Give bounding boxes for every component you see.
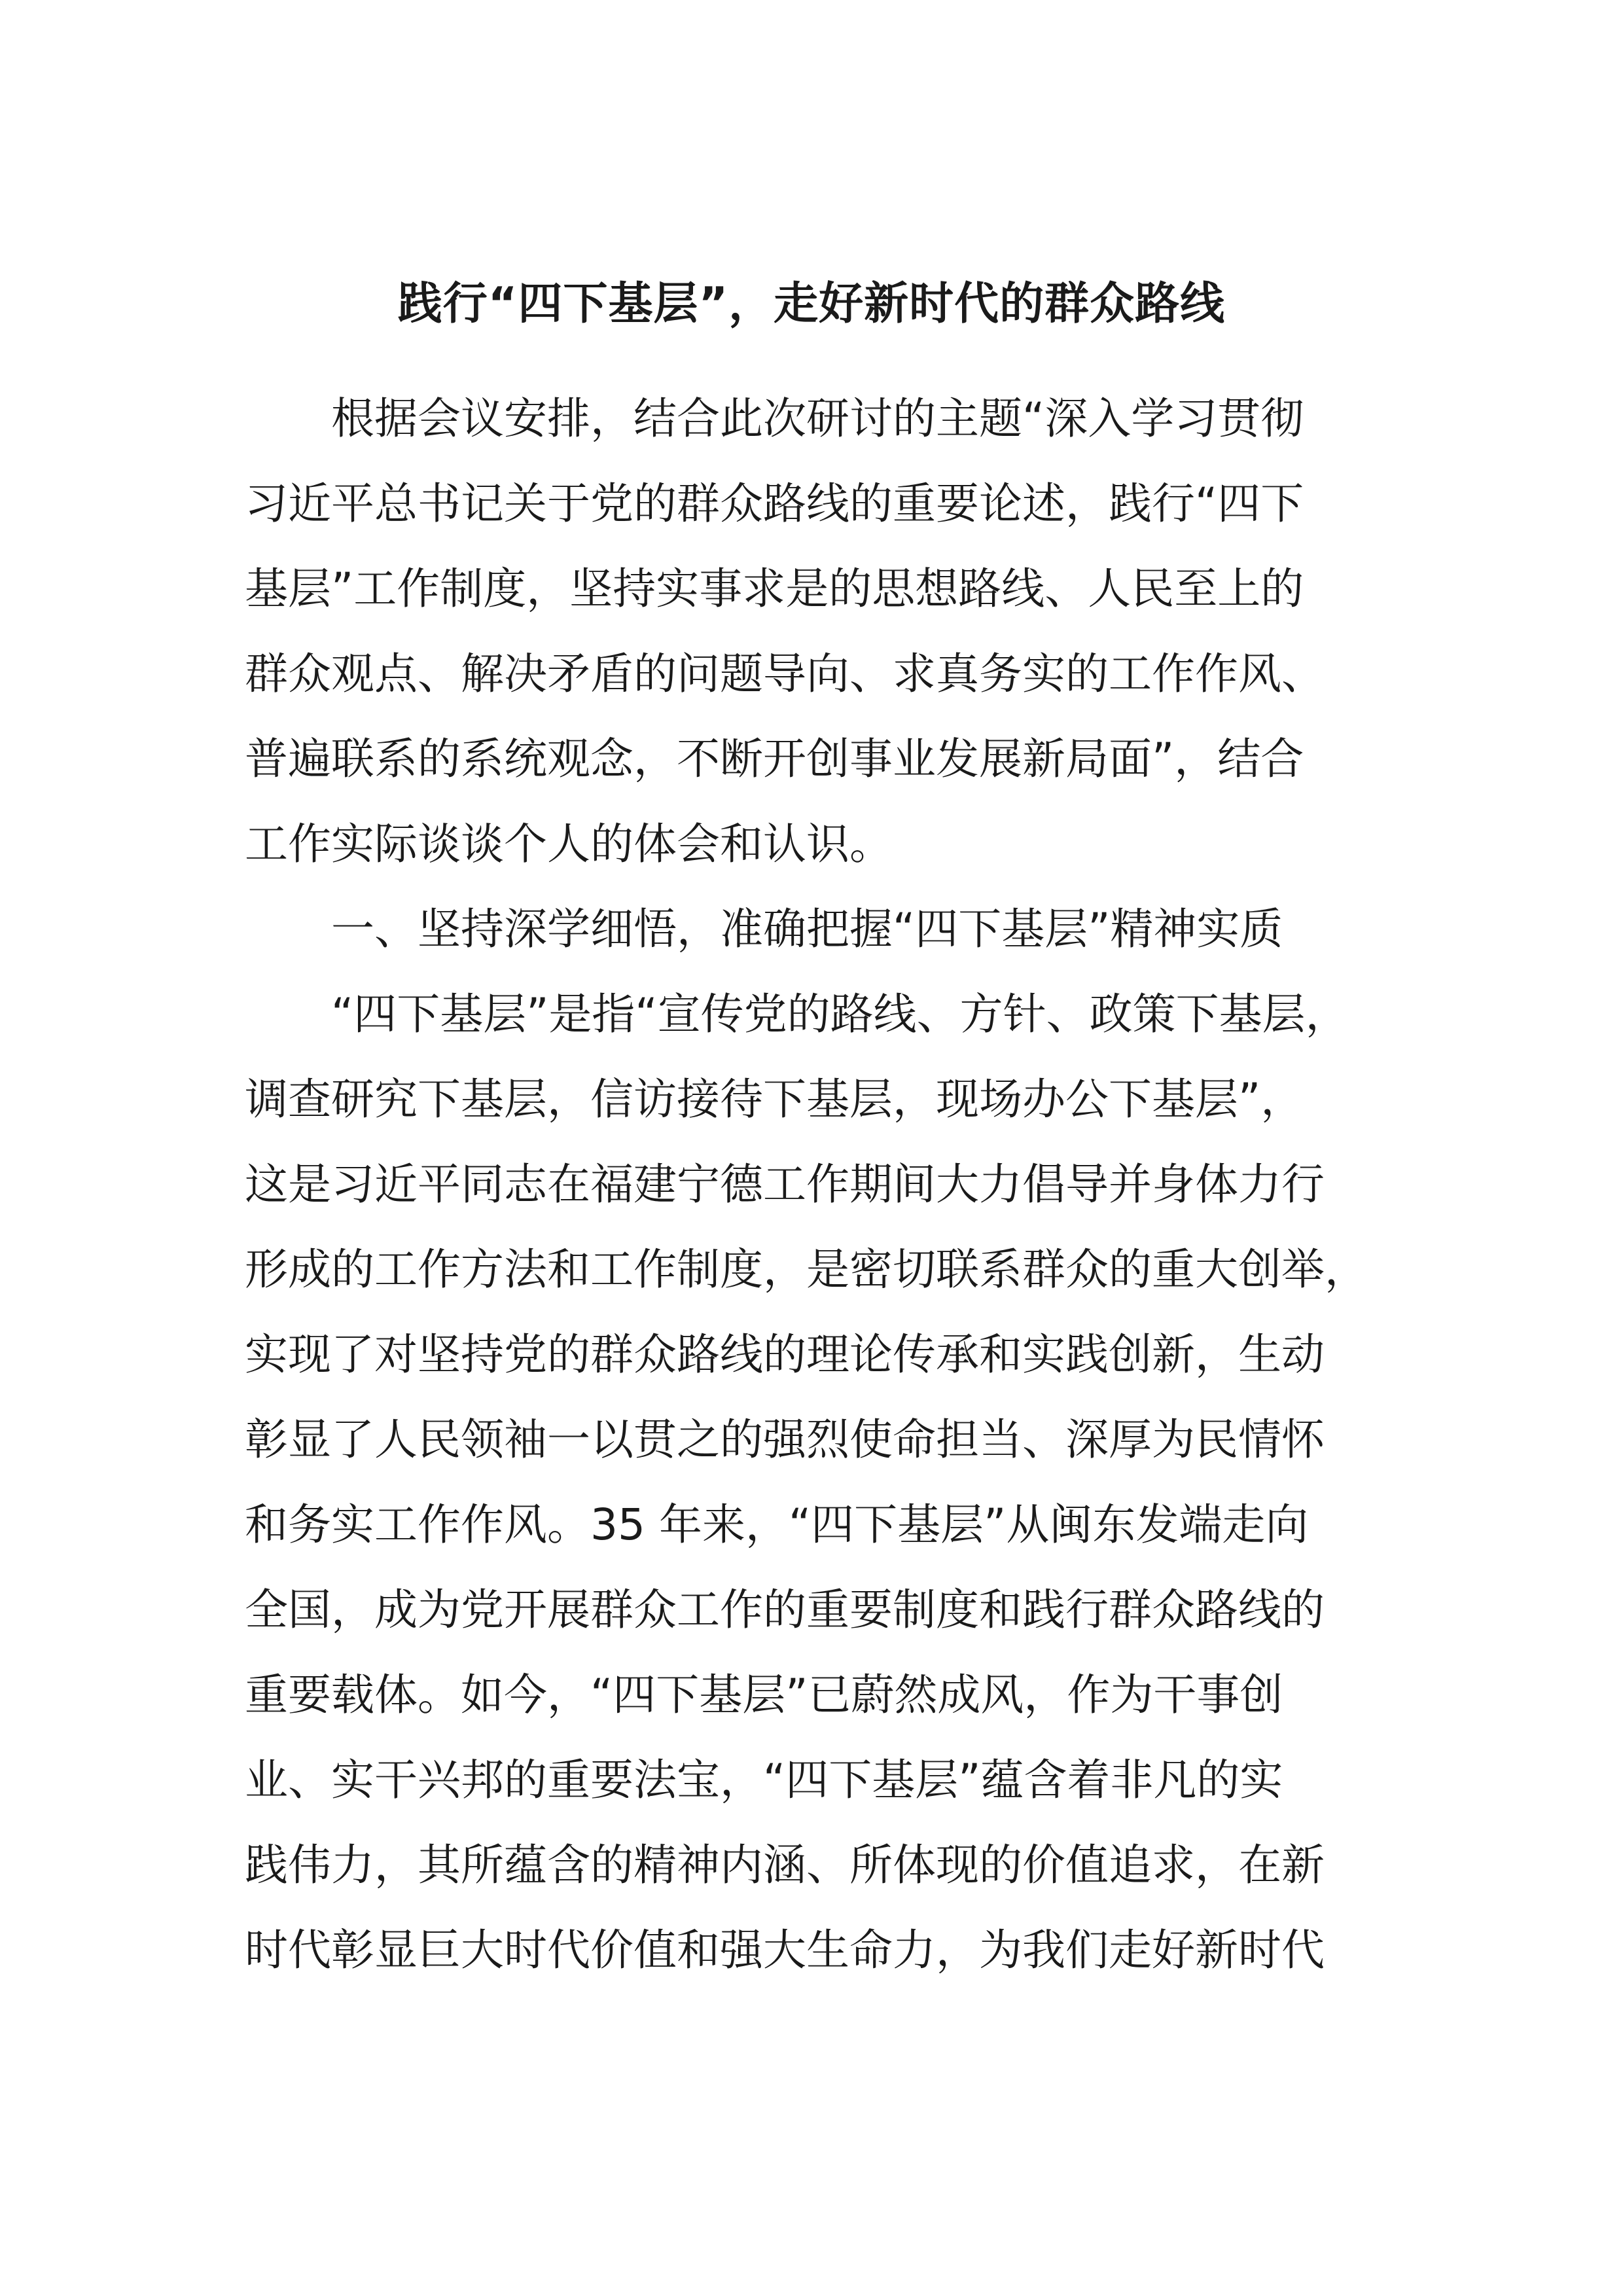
text-line: 普遍联系的系统观念，不断开创事业发展新局面”，结合 [245, 734, 1304, 784]
text-line: 时代彰显巨大时代价值和强大生命力，为我们走好新时代 [245, 1925, 1325, 1975]
text-line: 基层”工作制度，坚持实事求是的思想路线、人民至上的 [245, 564, 1304, 614]
text-line: “四下基层”是指“宣传党的路线、方针、政策下基层， [331, 989, 1349, 1039]
text-line: 业、实干兴邦的重要法宝，“四下基层”蕴含着非凡的实 [245, 1755, 1283, 1805]
text-line: 和务实工作作风。35 年来，“四下基层”从闽东发端走向 [245, 1499, 1309, 1550]
text-line: 调查研究下基层，信访接待下基层，现场办公下基层”， [245, 1074, 1304, 1124]
text-line: 践伟力，其所蕴含的精神内涵、所体现的价值追求，在新 [245, 1840, 1325, 1890]
text-line: 这是习近平同志在福建宁德工作期间大力倡导并身体力行 [245, 1159, 1325, 1210]
text-line: 实现了对坚持党的群众路线的理论传承和实践创新，生动 [245, 1329, 1325, 1380]
text-line: 根据会议安排，结合此次研讨的主题“深入学习贯彻 [331, 393, 1304, 444]
text-line: 全国，成为党开展群众工作的重要制度和践行群众路线的 [245, 1585, 1325, 1635]
text-line: 工作实际谈谈个人的体会和认识。 [245, 819, 893, 869]
section-heading: 一、坚持深学细悟，准确把握“四下基层”精神实质 [331, 904, 1283, 954]
text-line: 习近平总书记关于党的群众路线的重要论述，践行“四下 [245, 478, 1304, 529]
document-title: 践行“四下基层”，走好新时代的群众路线 [397, 278, 1226, 330]
text-line: 彰显了人民领袖一以贯之的强烈使命担当、深厚为民情怀 [245, 1414, 1325, 1465]
text-line: 形成的工作方法和工作制度，是密切联系群众的重大创举， [245, 1244, 1368, 1295]
text-line: 群众观点、解决矛盾的问题导向、求真务实的工作作风、 [245, 649, 1325, 699]
text-line: 重要载体。如今，“四下基层”已蔚然成风，作为干事创 [245, 1670, 1283, 1720]
